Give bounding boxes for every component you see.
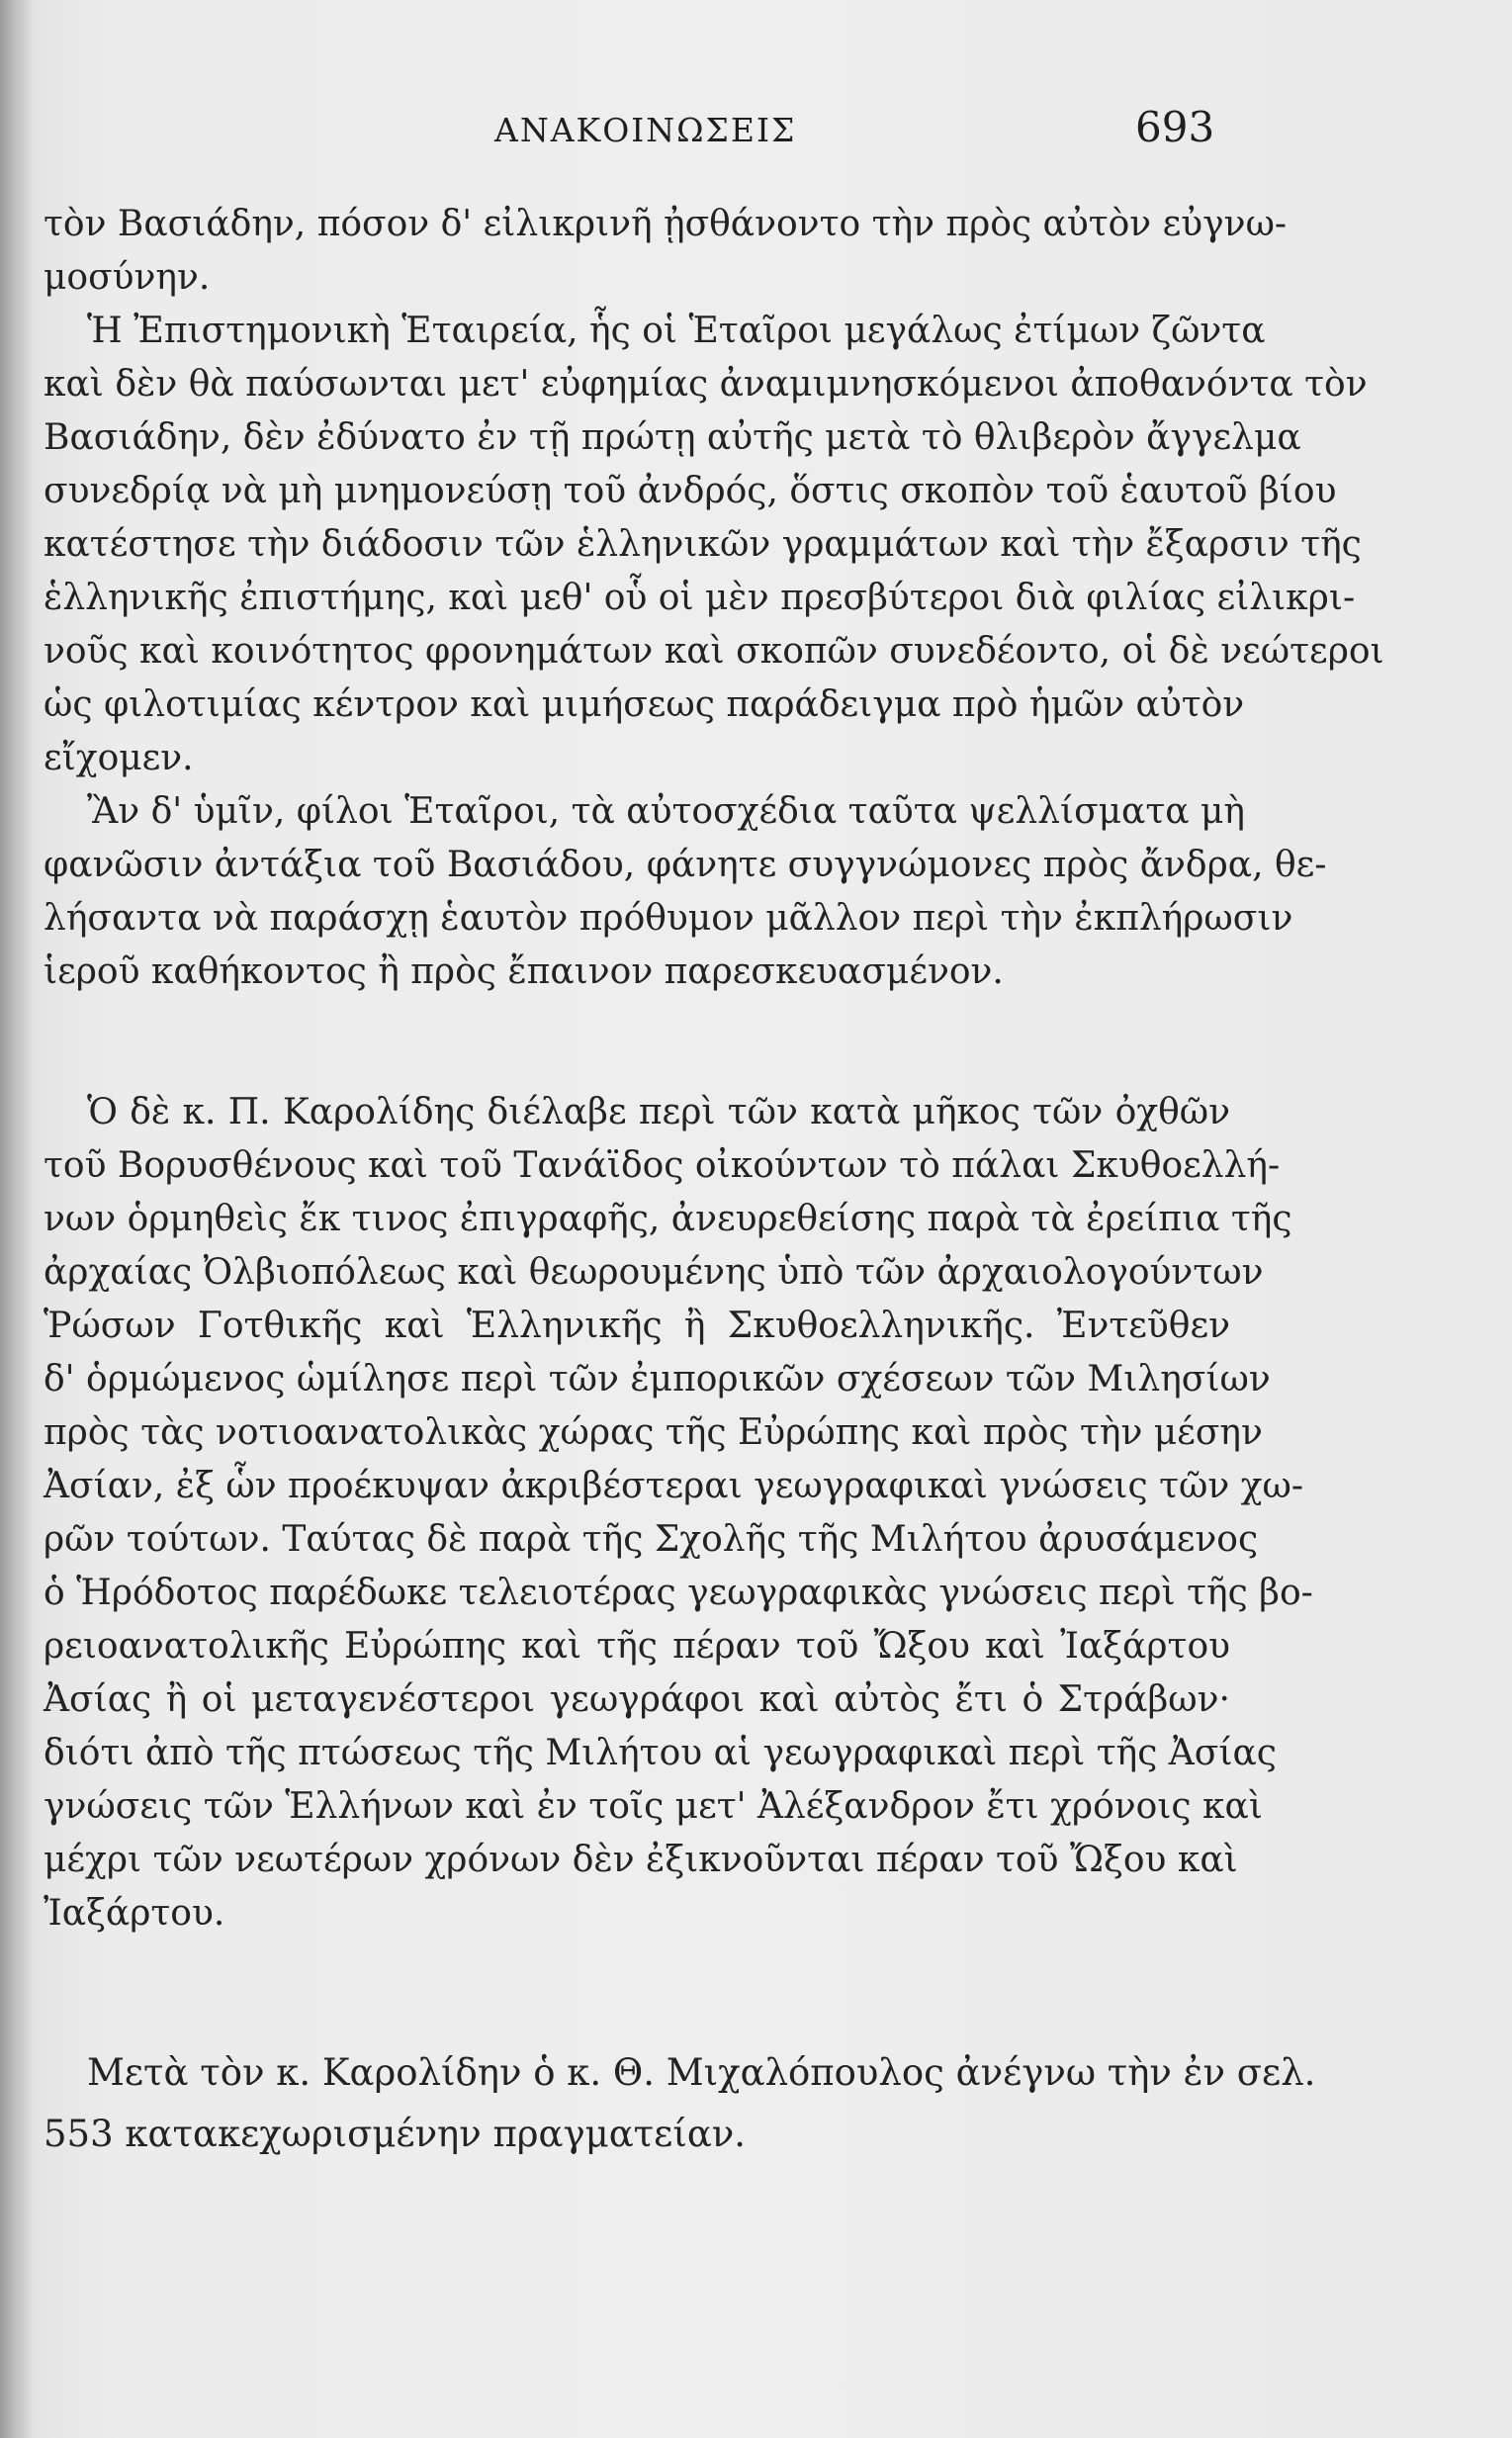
binding-shadow: [0, 0, 34, 2438]
text-line: Μετὰ τὸν κ. Καρολίδην ὁ κ. Θ. Μιχαλόπουλος ἀνέγνω τὴν ἐν σελ.: [87, 2051, 1316, 2094]
text-line: εἴχομεν.: [44, 738, 194, 778]
text-line: Ἀσίαν, ἐξ ὧν προέκυψαν ἀκριβέστεραι γεωγραφικαὶ γνώσεις τῶν χω-: [44, 1466, 1304, 1506]
text-line: Ῥώσων Γοτθικῆς καὶ Ἑλληνικῆς ἢ Σκυθοελληνικῆς. Ἐντεῦθεν: [44, 1306, 1230, 1346]
text-line: μοσύνην.: [44, 257, 211, 298]
running-head-title: ΑΝΑΚΟΙΝΩΣΕΙΣ: [494, 111, 797, 149]
text-line: τὸν Βασιάδην, πόσον δ' εἰλικρινῆ ᾐσθάνοντο τὴν πρὸς αὐτὸν εὐγνω-: [44, 204, 1288, 244]
text-line: νοῦς καὶ κοινότητος φρονημάτων καὶ σκοπῶν συνεδέοντο, οἱ δὲ νεώτεροι: [44, 631, 1384, 672]
text-line: ρειοανατολικῆς Εὐρώπης καὶ τῆς πέραν τοῦ Ὤξου καὶ Ἰαξάρτου: [44, 1626, 1230, 1667]
page-number: 693: [1135, 103, 1215, 151]
text-line: ἑλληνικῆς ἐπιστήμης, καὶ μεθ' οὗ οἱ μὲν πρεσβύτεροι διὰ φιλίας εἰλικρι-: [44, 578, 1356, 618]
text-line: λήσαντα νὰ παράσχῃ ἑαυτὸν πρόθυμον μᾶλλον περὶ τὴν ἐκπλήρωσιν: [44, 898, 1293, 939]
text-line: διότι ἀπὸ τῆς πτώσεως τῆς Μιλήτου αἱ γεωγραφικαὶ περὶ τῆς Ἀσίας: [44, 1733, 1277, 1773]
text-line: ἀρχαίας Ὀλβιοπόλεως καὶ θεωρουμένης ὑπὸ τῶν ἀρχαιολογούντων: [44, 1252, 1264, 1293]
text-line: συνεδρίᾳ νὰ μὴ μνημονεύσῃ τοῦ ἀνδρός, ὅστις σκοπὸν τοῦ ἑαυτοῦ βίου: [44, 471, 1337, 511]
text-line: 553 κατακεχωρισμένην πραγματείαν.: [44, 2113, 747, 2155]
text-line: ὡς φιλοτιμίας κέντρον καὶ μιμήσεως παράδειγμα πρὸ ἡμῶν αὐτὸν: [44, 684, 1245, 725]
text-line: Ἡ Ἐπιστημονικὴ Ἑταιρεία, ἧς οἱ Ἑταῖροι μεγάλως ἐτίμων ζῶντα: [87, 311, 1266, 351]
text-line: Ὁ δὲ κ. Π. Καρολίδης διέλαβε περὶ τῶν κατὰ μῆκος τῶν ὀχθῶν: [87, 1092, 1230, 1132]
text-line: ὁ Ἡρόδοτος παρέδωκε τελειοτέρας γεωγραφικὰς γνώσεις περὶ τῆς βο-: [44, 1573, 1313, 1613]
text-line: μέχρι τῶν νεωτέρων χρόνων δὲν ἐξικνοῦνται πέραν τοῦ Ὤξου καὶ: [44, 1840, 1238, 1880]
text-line: γνώσεις τῶν Ἑλλήνων καὶ ἐν τοῖς μετ' Ἀλέξανδρον ἔτι χρόνοις καὶ: [44, 1786, 1263, 1827]
paragraph-karolidis-lecture: [44, 1086, 1313, 1941]
text-line: κατέστησε τὴν διάδοσιν τῶν ἑλληνικῶν γραμμάτων καὶ τὴν ἔξαρσιν τῆς: [44, 524, 1362, 565]
text-line: δ' ὁρμώμενος ὡμίλησε περὶ τῶν ἐμπορικῶν σχέσεων τῶν Μιλησίων: [44, 1359, 1271, 1400]
text-line: νων ὁρμηθεὶς ἔκ τινος ἐπιγραφῆς, ἀνευρεθείσης παρὰ τὰ ἐρείπια τῆς: [44, 1199, 1292, 1239]
text-line: Ἂν δ' ὑμῖν, φίλοι Ἑταῖροι, τὰ αὐτοσχέδια ταῦτα ψελλίσματα μὴ: [87, 791, 1245, 832]
paragraph-michalopoulos-reading: [44, 2042, 1316, 2165]
text-line: τοῦ Βορυσθένους καὶ τοῦ Τανάϊδος οἰκούντων τὸ πάλαι Σκυθοελλή-: [44, 1145, 1281, 1186]
text-line: ρῶν τούτων. Ταύτας δὲ παρὰ τῆς Σχολῆς τῆς Μιλήτου ἀρυσάμενος: [44, 1519, 1259, 1560]
text-line: καὶ δὲν θὰ παύσωνται μετ' εὐφημίας ἀναμιμνησκόμενοι ἀποθανόντα τὸν: [44, 364, 1368, 405]
text-line: ἱεροῦ καθήκοντος ἢ πρὸς ἔπαινον παρεσκευασμένον.: [44, 951, 1004, 992]
text-line: πρὸς τὰς νοτιοανατολικὰς χώρας τῆς Εὐρώπης καὶ πρὸς τὴν μέσην: [44, 1412, 1263, 1453]
text-line: φανῶσιν ἀντάξια τοῦ Βασιάδου, φάνητε συγγνώμονες πρὸς ἄνδρα, θε-: [44, 845, 1327, 885]
paragraph-basiadis-tribute: [44, 198, 1384, 999]
text-line: Ἀσίας ἢ οἱ μεταγενέστεροι γεωγράφοι καὶ αὐτὸς ἔτι ὁ Στράβων·: [44, 1679, 1230, 1720]
text-line: Ἰαξάρτου.: [44, 1893, 225, 1934]
text-line: Βασιάδην, δὲν ἐδύνατο ἐν τῇ πρώτῃ αὐτῆς μετὰ τὸ θλιβερὸν ἄγγελμα: [44, 417, 1301, 458]
